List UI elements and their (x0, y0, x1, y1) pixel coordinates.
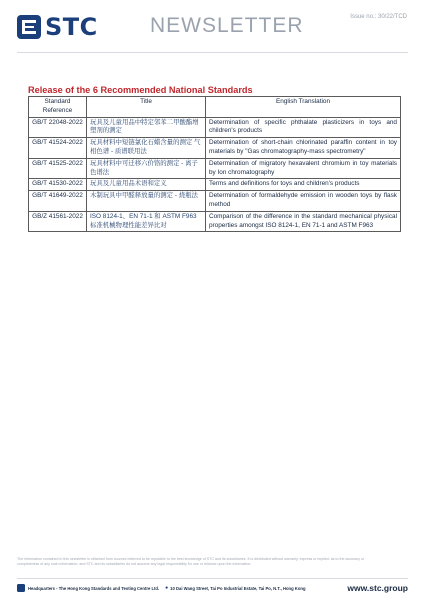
issue-number: Issue no.: 30/22/TCD (350, 14, 407, 20)
english-translation: Determination of formaldehyde emission in wooden toys by flask method (206, 191, 401, 212)
page-footer (17, 582, 408, 594)
standard-reference: GB/T 41524-2022 (29, 138, 87, 159)
standard-reference: GB/Z 41561-2022 (29, 211, 87, 232)
page-header (0, 0, 425, 60)
standard-reference: GB/T 41530-2022 (29, 179, 87, 191)
header-ref-line1: Standard (44, 98, 71, 105)
standard-title: 木制玩具中甲醛释放量的测定 - 烧瓶法 (87, 191, 206, 212)
standard-title: 玩具及儿童用品术语和定义 (87, 179, 206, 191)
table-row (29, 179, 401, 191)
standards-table (28, 96, 401, 232)
table-row (29, 138, 401, 159)
standard-reference: GB/T 41649-2022 (29, 191, 87, 212)
standard-title: 玩具及儿童用品中特定邻苯二甲酸酯增塑剂的测定 (87, 117, 206, 138)
english-translation: Comparison of the difference in the standard mechanical physical properties amongst ISO 8124-1, EN 71-1 and ASTM F963 (206, 211, 401, 232)
footer-logo-icon (17, 584, 25, 592)
standard-reference: GB/T 22048-2022 (29, 117, 87, 138)
header-standard-reference (29, 97, 87, 118)
standard-reference: GB/T 41525-2022 (29, 158, 87, 179)
logo-text: STC (45, 13, 98, 41)
header-title: Title (87, 97, 206, 118)
location-pin-icon: ● (165, 585, 169, 591)
standard-title: 玩具材料中短链氯化石蜡含量的测定 气相色谱 - 质谱联用法 (87, 138, 206, 159)
stc-logo[interactable] (17, 14, 98, 40)
table-row (29, 211, 401, 232)
standard-title: 玩具材料中可迁移六价铬的测定 - 离子色谱法 (87, 158, 206, 179)
english-translation: Determination of short-chain chlorinated paraffin content in toy materials by "Gas chromatography-mass spectrometry" (206, 138, 401, 159)
website-link[interactable]: www.stc.group (347, 583, 408, 593)
english-translation: Terms and definitions for toys and children's products (206, 179, 401, 191)
header-divider (17, 52, 408, 53)
section-title: Release of the 6 Recommended National Standards (28, 85, 253, 95)
table-header-row (29, 97, 401, 118)
english-translation: Determination of migratory hexavalent chromium in toy materials by Ion chromatography (206, 158, 401, 179)
header-english-translation: English Translation (206, 97, 401, 118)
table-row (29, 158, 401, 179)
english-translation: Determination of specific phthalate plasticizers in toys and children's products (206, 117, 401, 138)
standard-title: ISO 8124-1、EN 71-1 和 ASTM F963 标准机械物理性能差异比对 (87, 211, 206, 232)
disclaimer-text: The information contained in this newsletter is obtained from sources believed to be reputable to the best knowledge of STC and its subsidiaries. It is distributed without warranty, express or implied, as to the accuracy or completeness of any such information, and STC and its subsidiaries do not assume any legal responsibility for use or reliance upon the information. (17, 557, 365, 566)
address-text: 10 Dai Wang Street, Tai Po Industrial Estate, Tai Po, N.T., Hong Kong (170, 585, 306, 591)
footer-divider (17, 578, 408, 579)
table-row (29, 117, 401, 138)
table-row (29, 191, 401, 212)
headquarters-text: Headquarters - The Hong Kong Standards and Testing Centre Ltd. (28, 585, 160, 591)
newsletter-title: NEWSLETTER (150, 14, 304, 37)
stc-logo-icon (17, 15, 41, 39)
header-ref-line2: Reference (42, 106, 73, 114)
